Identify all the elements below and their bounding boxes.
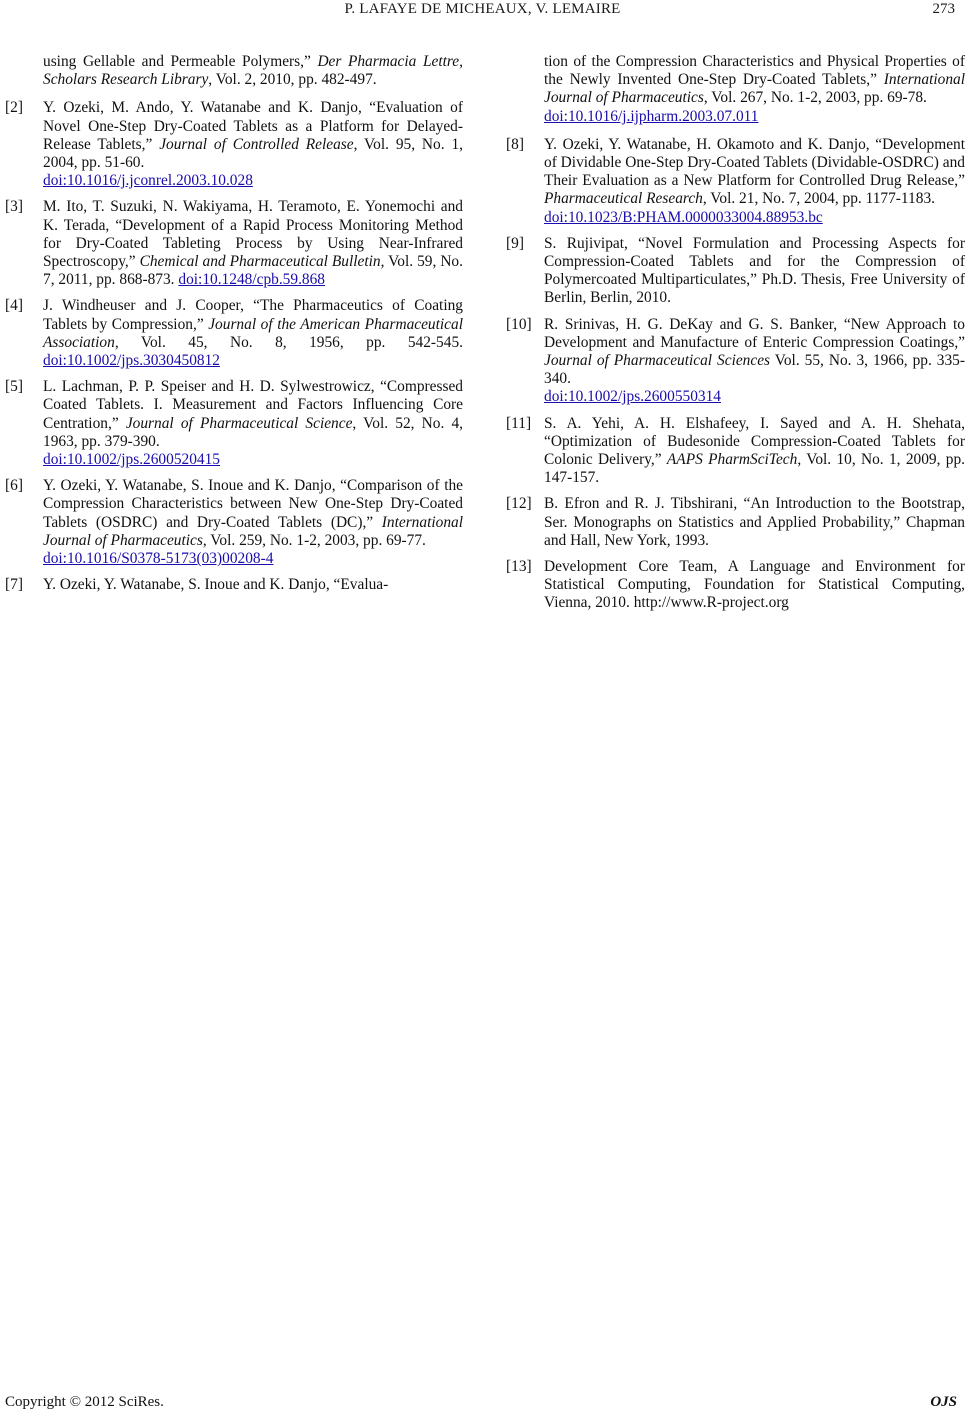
ref-journal: Journal of Pharmaceutical Sciences — [544, 352, 771, 370]
ref-details: , Vol. 95, No. 1, 2004, pp. 51-60. — [43, 135, 463, 172]
running-head-authors: P. LAFAYE DE MICHEAUX, V. LEMAIRE — [344, 1, 621, 17]
running-head — [0, 0, 965, 26]
reference-9 — [506, 235, 965, 308]
ref-text: Y. Ozeki, Y. Watanabe, H. Okamoto and K. Danjo, “Development of Dividable One-Step Dry-Coated Tablets (Dividable-OSDRC) and Their Evaluation as a New Platform for Controlled Drug Release,” — [544, 135, 965, 190]
ref-journal: AAPS PharmSciTech — [666, 451, 798, 469]
ref-details: Vol. 55, No. 3, 1966, pp. 335-340. — [544, 352, 965, 388]
reference-11 — [506, 415, 965, 488]
reference-7-continuation — [506, 53, 965, 126]
reference-4 — [5, 297, 463, 370]
references-right-column — [506, 53, 965, 621]
ref-journal: International Journal of Pharmaceutics — [43, 513, 463, 549]
page-number: 273 — [932, 1, 955, 17]
ref-number: [3] — [5, 198, 23, 216]
reference-3 — [5, 198, 463, 289]
ref-number: [12] — [506, 495, 532, 513]
ref-text: B. Efron and R. J. Tibshirani, “An Introduction to the Bootstrap, Ser. Monographs on Statistics and Applied Probability,” Chapman and Hall, New York, 1993. — [544, 495, 965, 549]
doi-link[interactable]: doi:10.1002/jps.2600550314 — [544, 388, 721, 406]
ref-number: [6] — [5, 477, 23, 495]
ref-text: J. Windheuser and J. Cooper, “The Pharmaceutics of Coating Tablets by Compression,” — [43, 297, 463, 333]
ref-number: [13] — [506, 558, 532, 576]
doi-link[interactable]: doi:10.1002/jps.3030450812 — [43, 352, 220, 370]
ref-publisher: Scholars Research Library — [43, 71, 209, 89]
ref-text: L. Lachman, P. P. Speiser and H. D. Sylwestrowicz, “Compressed Coated Tablets. I. Measurement and Factors Influencing Core Centration,” — [43, 378, 463, 432]
ref-journal: Journal of the American Pharmaceutical Association — [43, 315, 463, 351]
reference-7 — [5, 576, 463, 594]
ref-text: Development Core Team, A Language and Environment for Statistical Computing, Foundation for Statistical Computing, Vienna, 2010. http://www.R-project.org — [544, 558, 965, 612]
doi-link[interactable]: doi:10.1023/B:PHAM.0000033004.88953.bc — [544, 208, 823, 226]
ref-text: M. Ito, T. Suzuki, N. Wakiyama, H. Teramoto, E. Yonemochi and K. Terada, “Development of a Rapid Process Monitoring Method for Dry-Coated Tableting Process by Using Near-Infrared Spectroscopy,” — [43, 198, 463, 271]
reference-5 — [5, 378, 463, 469]
ref-number: [4] — [5, 297, 23, 315]
ref-journal: Chemical and Pharmaceutical Bulletin — [139, 253, 381, 271]
reference-6 — [5, 477, 463, 568]
ref-details: , Vol. 52, No. 4, 1963, pp. 379-390. — [43, 414, 463, 450]
reference-10 — [506, 316, 965, 407]
ref-details: , Vol. 267, No. 1-2, 2003, pp. 69-78. — [703, 89, 927, 107]
ref-text: S. A. Yehi, A. H. Elshafeey, I. Sayed and A. H. Shehata, “Optimization of Budesonide Compression-Coated Tablets for Colonic Delivery,” — [544, 414, 965, 469]
ref-details: , Vol. 59, No. 7, 2011, pp. 868-873. — [43, 253, 463, 289]
ref-journal: Journal of Controlled Release — [159, 135, 354, 153]
doi-link[interactable]: doi:10.1002/jps.2600520415 — [43, 451, 220, 469]
reference-2 — [5, 99, 463, 190]
ref-details: , Vol. 259, No. 1-2, 2003, pp. 69-77. — [202, 531, 426, 549]
copyright-notice: Copyright © 2012 SciRes. — [5, 1394, 164, 1410]
reference-12 — [506, 495, 965, 550]
ref-number: [7] — [5, 576, 23, 594]
ref-text: tion of the Compression Characteristics and Physical Properties of the Newly Invented One-Step Dry-Coated Tablets,” — [544, 53, 965, 89]
ref-number: [8] — [506, 135, 524, 153]
ref-text: S. Rujivipat, “Novel Formulation and Processing Aspects for Compression-Coated Tablets and for the Compression of Polymercoated Multiparticulates,” Ph.D. Thesis, Free University of Berlin, Berlin, 2010. — [544, 234, 965, 307]
ref-details: , Vol. 21, No. 7, 2004, pp. 1177-1183. — [702, 190, 935, 208]
ref-details: , Vol. 45, No. 8, 1956, pp. 542-545. — [114, 333, 463, 351]
doi-link[interactable]: doi:10.1016/S0378-5173(03)00208-4 — [43, 550, 274, 568]
ref-details: , Vol. 2, 2010, pp. 482-497. — [208, 71, 377, 89]
ref-journal: International Journal of Pharmaceutics — [544, 71, 965, 107]
ref-text: R. Srinivas, H. G. DeKay and G. S. Banker, “New Approach to Development and Manufacture of Enteric Compression Coatings,” — [544, 315, 965, 351]
journal-abbreviation: OJS — [930, 1394, 957, 1410]
doi-link[interactable]: doi:10.1016/j.jconrel.2003.10.028 — [43, 172, 253, 190]
reference-13 — [506, 558, 965, 613]
doi-link[interactable]: doi:10.1016/j.ijpharm.2003.07.011 — [544, 107, 759, 125]
ref-sep: , — [459, 53, 463, 70]
ref-number: [11] — [506, 414, 532, 432]
ref-text: using Gellable and Permeable Polymers,” — [43, 53, 318, 70]
ref-text: Y. Ozeki, Y. Watanabe, S. Inoue and K. Danjo, “Comparison of the Compression Characteristics between New One-Step Dry-Coated Tablets (OSDRC) and Dry-Coated Tablets (DC),” — [43, 477, 463, 531]
references-left-column — [5, 53, 463, 602]
reference-1-continuation — [5, 53, 463, 89]
ref-journal: Der Pharmacia Lettre — [317, 53, 460, 70]
ref-details: , Vol. 10, No. 1, 2009, pp. 147-157. — [544, 451, 965, 487]
ref-journal: Journal of Pharmaceutical Science — [125, 414, 353, 432]
ref-journal: Pharmaceutical Research — [544, 190, 703, 208]
ref-text: Y. Ozeki, Y. Watanabe, S. Inoue and K. Danjo, “Evalua- — [43, 576, 389, 594]
ref-number: [10] — [506, 315, 532, 333]
ref-number: [2] — [5, 99, 23, 117]
ref-number: [9] — [506, 234, 524, 252]
reference-8 — [506, 136, 965, 227]
ref-text: Y. Ozeki, M. Ando, Y. Watanabe and K. Danjo, “Evaluation of Novel One-Step Dry-Coated Tablets as a Platform for Delayed-Release Tablets,” — [43, 99, 463, 153]
ref-number: [5] — [5, 378, 23, 396]
page-footer — [5, 1392, 957, 1414]
doi-link[interactable]: doi:10.1248/cpb.59.868 — [178, 271, 326, 289]
